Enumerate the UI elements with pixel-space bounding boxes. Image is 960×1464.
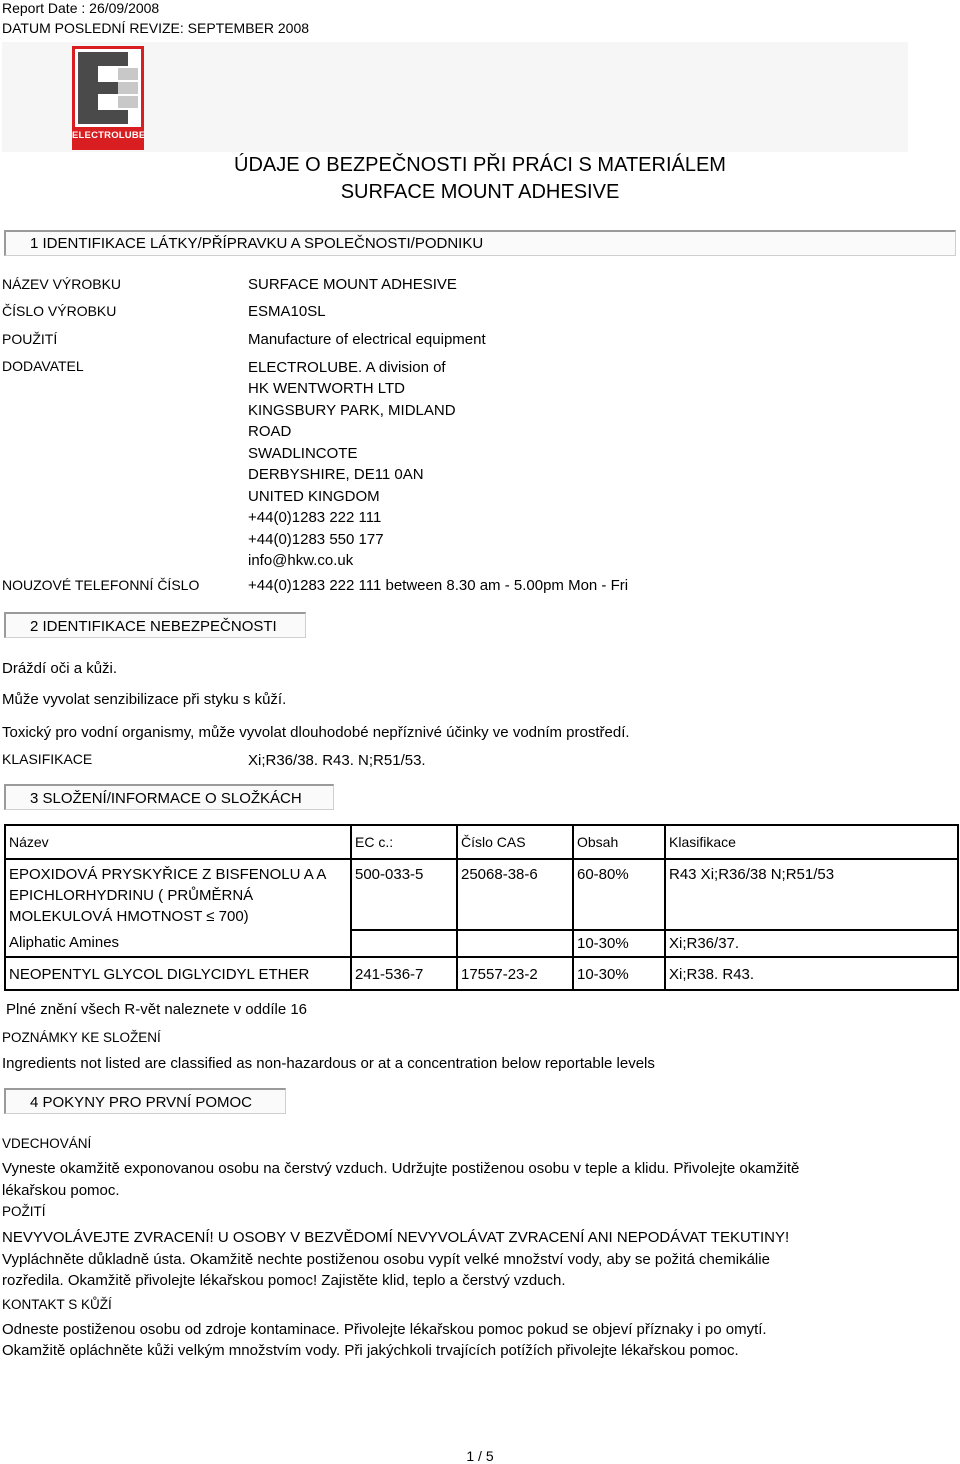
table-row xyxy=(5,957,958,990)
col-header-cas: Číslo CAS xyxy=(457,825,573,859)
supplier-fax: +44(0)1283 550 177 xyxy=(248,531,384,548)
cell-content: 60-80% xyxy=(573,859,665,930)
skin-contact-line: Okamžitě opláchněte kůži velkým množstvím vody. Při jakýchkoli trvajících potížích přivolejte lékařskou pomoc. xyxy=(2,1342,739,1359)
section-2-heading: 2 IDENTIFIKACE NEBEZPEČNOSTI xyxy=(30,618,277,635)
label-classification: KLASIFIKACE xyxy=(2,751,93,767)
composition-table xyxy=(4,824,959,991)
hazard-line: Dráždí oči a kůži. xyxy=(2,660,118,677)
page-number: 1 / 5 xyxy=(466,1448,494,1464)
cell-classification: R43 Xi;R36/38 N;R51/53 xyxy=(665,859,958,930)
col-header-classification: Klasifikace xyxy=(665,825,958,859)
supplier-line: SWADLINCOTE xyxy=(248,445,358,462)
composition-notes-text: Ingredients not listed are classified as non-hazardous or at a concentration below reportable levels xyxy=(2,1055,655,1072)
value-emergency-phone: +44(0)1283 222 111 between 8.30 am - 5.00pm Mon - Fri xyxy=(248,577,629,594)
cell-name: EPOXIDOVÁ PRYSKYŘICE Z BISFENOLU A A EPICHLORHYDRINU ( PRŮMĚRNÁ MOLEKULOVÁ HMOTNOST ≤ 700) xyxy=(5,859,351,930)
col-header-name: Název xyxy=(5,825,351,859)
cell-cas xyxy=(457,930,573,957)
cell-cas: 25068-38-6 xyxy=(457,859,573,930)
label-supplier: DODAVATEL xyxy=(2,358,84,374)
label-product-name: NÁZEV VÝROBKU xyxy=(2,276,122,292)
report-date: Report Date : 26/09/2008 xyxy=(2,0,160,16)
cell-ec: 500-033-5 xyxy=(351,859,457,930)
value-product-number: ESMA10SL xyxy=(248,303,326,320)
cell-content: 10-30% xyxy=(573,957,665,990)
cell-name: Aliphatic Amines xyxy=(5,930,351,957)
ingestion-heading: POŽITÍ xyxy=(2,1204,46,1219)
hazard-line: Může vyvolat senzibilizace při styku s kůží. xyxy=(2,691,287,708)
table-header-row xyxy=(5,825,958,859)
table-row xyxy=(5,930,958,957)
r-phrases-note: Plné znění všech R-vět naleznete v oddíle 16 xyxy=(6,1001,308,1018)
cell-cas: 17557-23-2 xyxy=(457,957,573,990)
cell-ec xyxy=(351,930,457,957)
composition-notes-heading: POZNÁMKY KE SLOŽENÍ xyxy=(2,1030,161,1045)
section-1-heading: 1 IDENTIFIKACE LÁTKY/PŘÍPRAVKU A SPOLEČNOSTI/PODNIKU xyxy=(30,235,484,252)
inhalation-line: Vyneste okamžitě exponovanou osobu na čerstvý vzduch. Udržujte postiženou osobu v teple a klidu. Přivolejte okamžitě xyxy=(2,1160,800,1177)
value-supplier: ELECTROLUBE. A division of xyxy=(248,359,446,376)
revision-date: DATUM POSLEDNÍ REVIZE: SEPTEMBER 2008 xyxy=(2,20,310,36)
section-4-heading: 4 POKYNY PRO PRVNÍ POMOC xyxy=(30,1094,253,1111)
label-emergency-phone: NOUZOVÉ TELEFONNÍ ČÍSLO xyxy=(2,577,200,593)
skin-contact-line: Odneste postiženou osobu od zdroje kontaminace. Přivolejte lékařskou pomoc pokud se objeví příznaky i po omytí. xyxy=(2,1321,767,1338)
col-header-content: Obsah xyxy=(573,825,665,859)
label-product-number: ČÍSLO VÝROBKU xyxy=(2,303,117,319)
supplier-line: ROAD xyxy=(248,423,292,440)
table-row xyxy=(5,859,958,930)
cell-name: NEOPENTYL GLYCOL DIGLYCIDYL ETHER xyxy=(5,957,351,990)
document-title: ÚDAJE O BEZPEČNOSTI PŘI PRÁCI S MATERIÁLEM xyxy=(234,154,726,176)
supplier-line: HK WENTWORTH LTD xyxy=(248,380,405,397)
col-header-ec: EC c.: xyxy=(351,825,457,859)
supplier-email: info@hkw.co.uk xyxy=(248,552,354,569)
ingestion-line: NEVYVOLÁVEJTE ZVRACENÍ! U OSOBY V BEZVĚDOMÍ NEVYVOLÁVAT ZVRACENÍ ANI NEPODÁVAT TEKUTINY! xyxy=(2,1229,790,1246)
supplier-line: DERBYSHIRE, DE11 0AN xyxy=(248,466,424,483)
value-classification: Xi;R36/38. R43. N;R51/53. xyxy=(248,752,426,769)
cell-ec: 241-536-7 xyxy=(351,957,457,990)
ingestion-line: rozředila. Okamžitě přivolejte lékařskou pomoc! Zajistěte klid, teplo a čerstvý vzduch. xyxy=(2,1272,566,1289)
electrolube-logo xyxy=(72,46,144,150)
label-use: POUŽITÍ xyxy=(2,331,58,347)
inhalation-line: lékařskou pomoc. xyxy=(2,1182,120,1199)
skin-contact-heading: KONTAKT S KŮŽÍ xyxy=(2,1297,112,1312)
cell-content: 10-30% xyxy=(573,930,665,957)
supplier-line: UNITED KINGDOM xyxy=(248,488,380,505)
supplier-phone: +44(0)1283 222 111 xyxy=(248,509,382,526)
section-3-heading: 3 SLOŽENÍ/INFORMACE O SLOŽKÁCH xyxy=(30,790,302,807)
product-title: SURFACE MOUNT ADHESIVE xyxy=(340,181,620,203)
cell-classification: Xi;R36/37. xyxy=(665,930,958,957)
value-product-name: SURFACE MOUNT ADHESIVE xyxy=(248,276,457,293)
ingestion-line: Vypláchněte důkladně ústa. Okamžitě nechte postiženou osobu vypít velké množství vody, aby se požitá chemikálie xyxy=(2,1251,770,1268)
logo-text: ELECTROLUBE xyxy=(72,130,146,141)
inhalation-heading: VDECHOVÁNÍ xyxy=(2,1136,92,1151)
supplier-line: KINGSBURY PARK, MIDLAND xyxy=(248,402,456,419)
cell-classification: Xi;R38. R43. xyxy=(665,957,958,990)
hazard-line: Toxický pro vodní organismy, může vyvolat dlouhodobé nepříznivé účinky ve vodním prostředí. xyxy=(2,724,630,741)
value-use: Manufacture of electrical equipment xyxy=(248,331,486,348)
